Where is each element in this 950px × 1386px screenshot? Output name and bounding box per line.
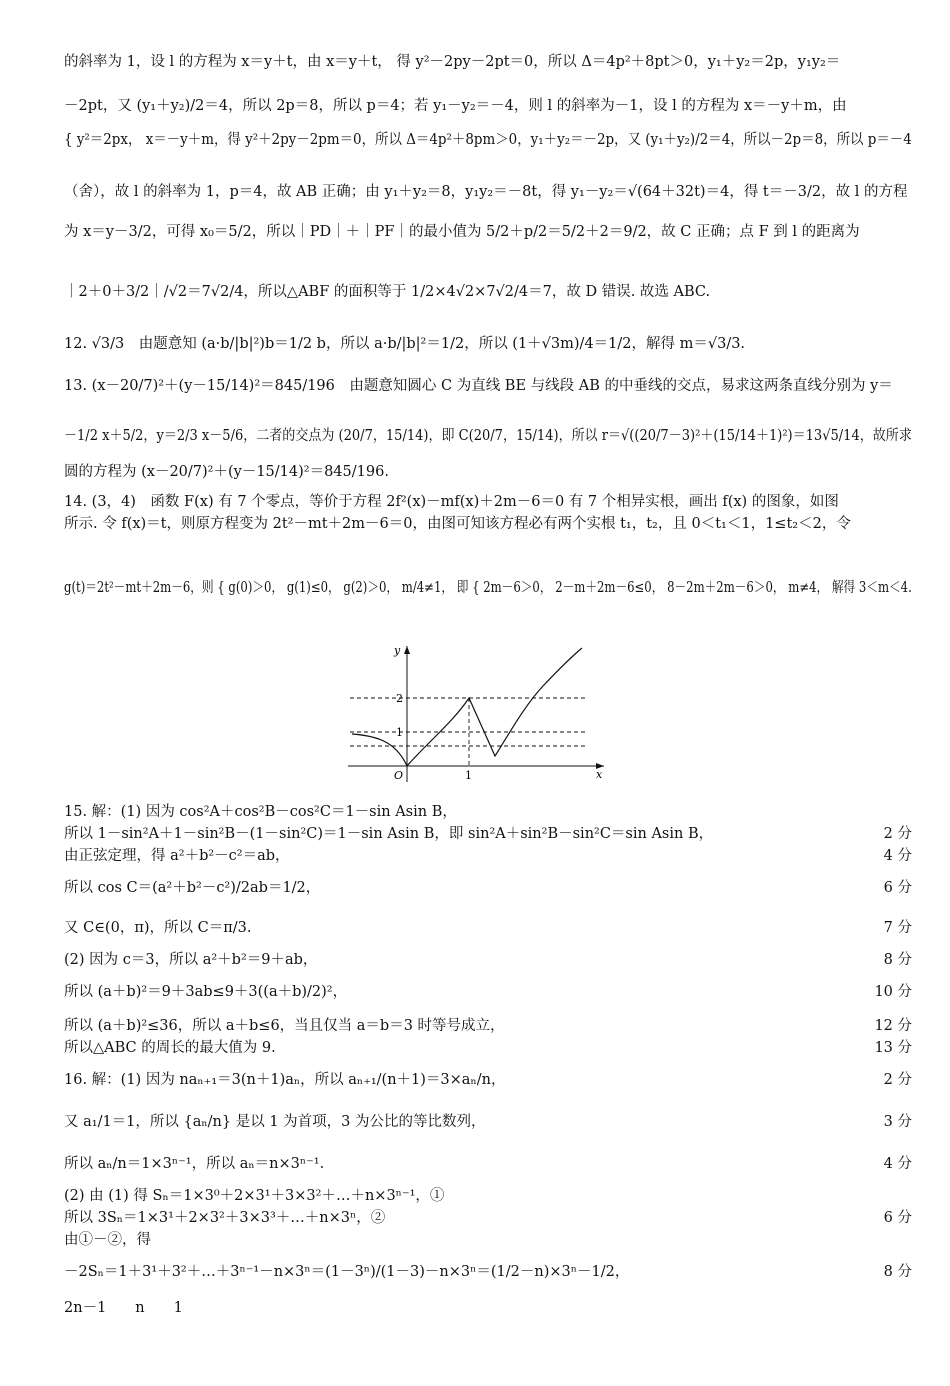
score-s13: 8 分 — [883, 1264, 912, 1280]
graph-y-label: y — [394, 644, 401, 657]
text-line-l9: －1/2 x＋5/2，y＝2/3 x－5/6，二者的交点为 (20/7，15/14)，即 C(20/7，15/14)，所以 r＝√((20/7－3)²＋(15/14＋1)²)＝13√5/14，故所求 — [64, 428, 912, 444]
text-line-l2: －2pt，又 (y₁＋y₂)/2＝4，所以 2p＝8，所以 p＝4；若 y₁－y₂＝－4，则 l 的斜率为－1，设 l 的方程为 x＝－y＋m，由 — [64, 98, 847, 114]
text-line-l12: 所示. 令 f(x)＝t，则原方程变为 2t²－mt＋2m－6＝0，由图可知该方程必有两个实根 t₁，t₂，且 0＜t₁＜1，1≤t₂＜2，令 — [64, 516, 851, 532]
text-line-l8: 13. (x－20/7)²＋(y－15/14)²＝845/196 由题意知圆心 C 为直线 BE 与线段 AB 的中垂线的交点，易求这两条直线分别为 y＝ — [64, 378, 893, 394]
graph-y-tick-2: 2 — [396, 692, 403, 705]
graph-origin-label: O — [394, 769, 404, 782]
text-line-l26: (2) 由 (1) 得 Sₙ＝1×3⁰＋2×3¹＋3×3²＋…＋n×3ⁿ⁻¹，① — [64, 1188, 445, 1204]
function-graph — [338, 642, 610, 792]
text-line-l15: 所以 1－sin²A＋1－sin²B－(1－sin²C)＝1－sin Asin B，即 sin²A＋sin²B－sin²C＝sin Asin B， — [64, 826, 714, 842]
text-line-l20: 所以 (a＋b)²＝9＋3ab≤9＋3((a＋b)/2)²， — [64, 984, 348, 1000]
score-s8: 13 分 — [874, 1040, 912, 1056]
text-line-l5: 为 x＝y－3/2，可得 x₀＝5/2，所以｜PD｜＋｜PF｜的最小值为 5/2＋p/2＝5/2＋2＝9/2，故 C 正确；点 F 到 l 的距离为 — [64, 224, 860, 240]
score-s1: 2 分 — [883, 826, 912, 842]
score-s4: 7 分 — [883, 920, 912, 936]
text-line-l6: ｜2＋0＋3/2｜/√2＝7√2/4，所以△ABF 的面积等于 1/2×4√2×7√2/4＝7，故 D 错误. 故选 ABC. — [64, 284, 711, 300]
text-line-l16: 由正弦定理，得 a²＋b²－c²＝ab， — [64, 848, 290, 864]
text-line-l17: 所以 cos C＝(a²＋b²－c²)/2ab＝1/2， — [64, 880, 321, 896]
text-line-l7: 12. √3/3 由题意知 (a·b/|b|²)b＝1/2 b，所以 a·b/|b|²＝1/2，所以 (1＋√3m)/4＝1/2，解得 m＝√3/3. — [64, 336, 746, 352]
score-s10: 3 分 — [883, 1114, 912, 1130]
score-s6: 10 分 — [874, 984, 912, 1000]
text-line-l24: 又 a₁/1＝1，所以 {aₙ/n} 是以 1 为首项，3 为公比的等比数列， — [64, 1114, 486, 1130]
score-s5: 8 分 — [883, 952, 912, 968]
function-curve — [352, 648, 582, 766]
text-line-l11: 14. (3，4) 函数 F(x) 有 7 个零点，等价于方程 2f²(x)－mf(x)＋2m－6＝0 有 7 个相异实根，画出 f(x) 的图象，如图 — [64, 494, 839, 510]
graph-y-tick-1: 1 — [396, 726, 403, 739]
score-s3: 6 分 — [883, 880, 912, 896]
score-s12: 6 分 — [883, 1210, 912, 1226]
text-line-l25: 所以 aₙ/n＝1×3ⁿ⁻¹，所以 aₙ＝n×3ⁿ⁻¹. — [64, 1156, 325, 1172]
graph-x-tick-1: 1 — [465, 769, 472, 782]
y-axis-arrow — [404, 646, 410, 654]
text-line-l3: { y²＝2px， x＝－y＋m，得 y²＋2py－2pm＝0，所以 Δ＝4p²＋8pm＞0，y₁＋y₂＝－2p，又 (y₁＋y₂)/2＝4，所以－2p＝8，所以 p＝－4 — [64, 132, 912, 148]
text-line-l22: 所以△ABC 的周长的最大值为 9. — [64, 1040, 276, 1056]
text-line-l18: 又 C∈(0，π)，所以 C＝π/3. — [64, 920, 252, 936]
text-line-l10: 圆的方程为 (x－20/7)²＋(y－15/14)²＝845/196. — [64, 464, 389, 480]
text-line-l19: (2) 因为 c＝3，所以 a²＋b²＝9＋ab， — [64, 952, 318, 968]
score-s9: 2 分 — [883, 1072, 912, 1088]
text-line-l1: 的斜率为 1，设 l 的方程为 x＝y＋t，由 x＝y＋t， 得 y²－2py－2pt＝0，所以 Δ＝4p²＋8pt＞0，y₁＋y₂＝2p，y₁y₂＝ — [64, 54, 841, 70]
text-line-l29: －2Sₙ＝1＋3¹＋3²＋…＋3ⁿ⁻¹－n×3ⁿ＝(1－3ⁿ)/(1－3)－n×3ⁿ＝(1/2－n)×3ⁿ－1/2， — [64, 1264, 630, 1280]
text-line-l13: g(t)＝2t²－mt＋2m－6，则 { g(0)＞0， g(1)≤0， g(2)＞0， m/4≠1， 即 { 2m－6＞0， 2－m＋2m－6≤0， 8－2m＋2m－6＞0， m≠4， 解得 3＜m＜4. — [64, 580, 912, 596]
text-line-l21: 所以 (a＋b)²≤36，所以 a＋b≤6，当且仅当 a＝b＝3 时等号成立， — [64, 1018, 505, 1034]
text-line-l4: （舍），故 l 的斜率为 1，p＝4，故 AB 正确；由 y₁＋y₂＝8，y₁y₂＝－8t，得 y₁－y₂＝√(64＋32t)＝4，得 t＝－3/2，故 l 的方程 — [64, 184, 908, 200]
text-line-l23: 16. 解：(1) 因为 naₙ₊₁＝3(n＋1)aₙ，所以 aₙ₊₁/(n＋1)＝3×aₙ/n， — [64, 1072, 506, 1088]
text-line-l14: 15. 解：(1) 因为 cos²A＋cos²B－cos²C＝1－sin Asin B， — [64, 804, 457, 820]
graph-x-label: x — [596, 768, 603, 781]
text-line-l27: 所以 3Sₙ＝1×3¹＋2×3²＋3×3³＋…＋n×3ⁿ，② — [64, 1210, 386, 1226]
score-s7: 12 分 — [874, 1018, 912, 1034]
score-s11: 4 分 — [883, 1156, 912, 1172]
text-line-l28: 由①－②，得 — [64, 1232, 151, 1248]
text-line-l30: 2n－1 n 1 — [64, 1300, 183, 1316]
score-s2: 4 分 — [883, 848, 912, 864]
